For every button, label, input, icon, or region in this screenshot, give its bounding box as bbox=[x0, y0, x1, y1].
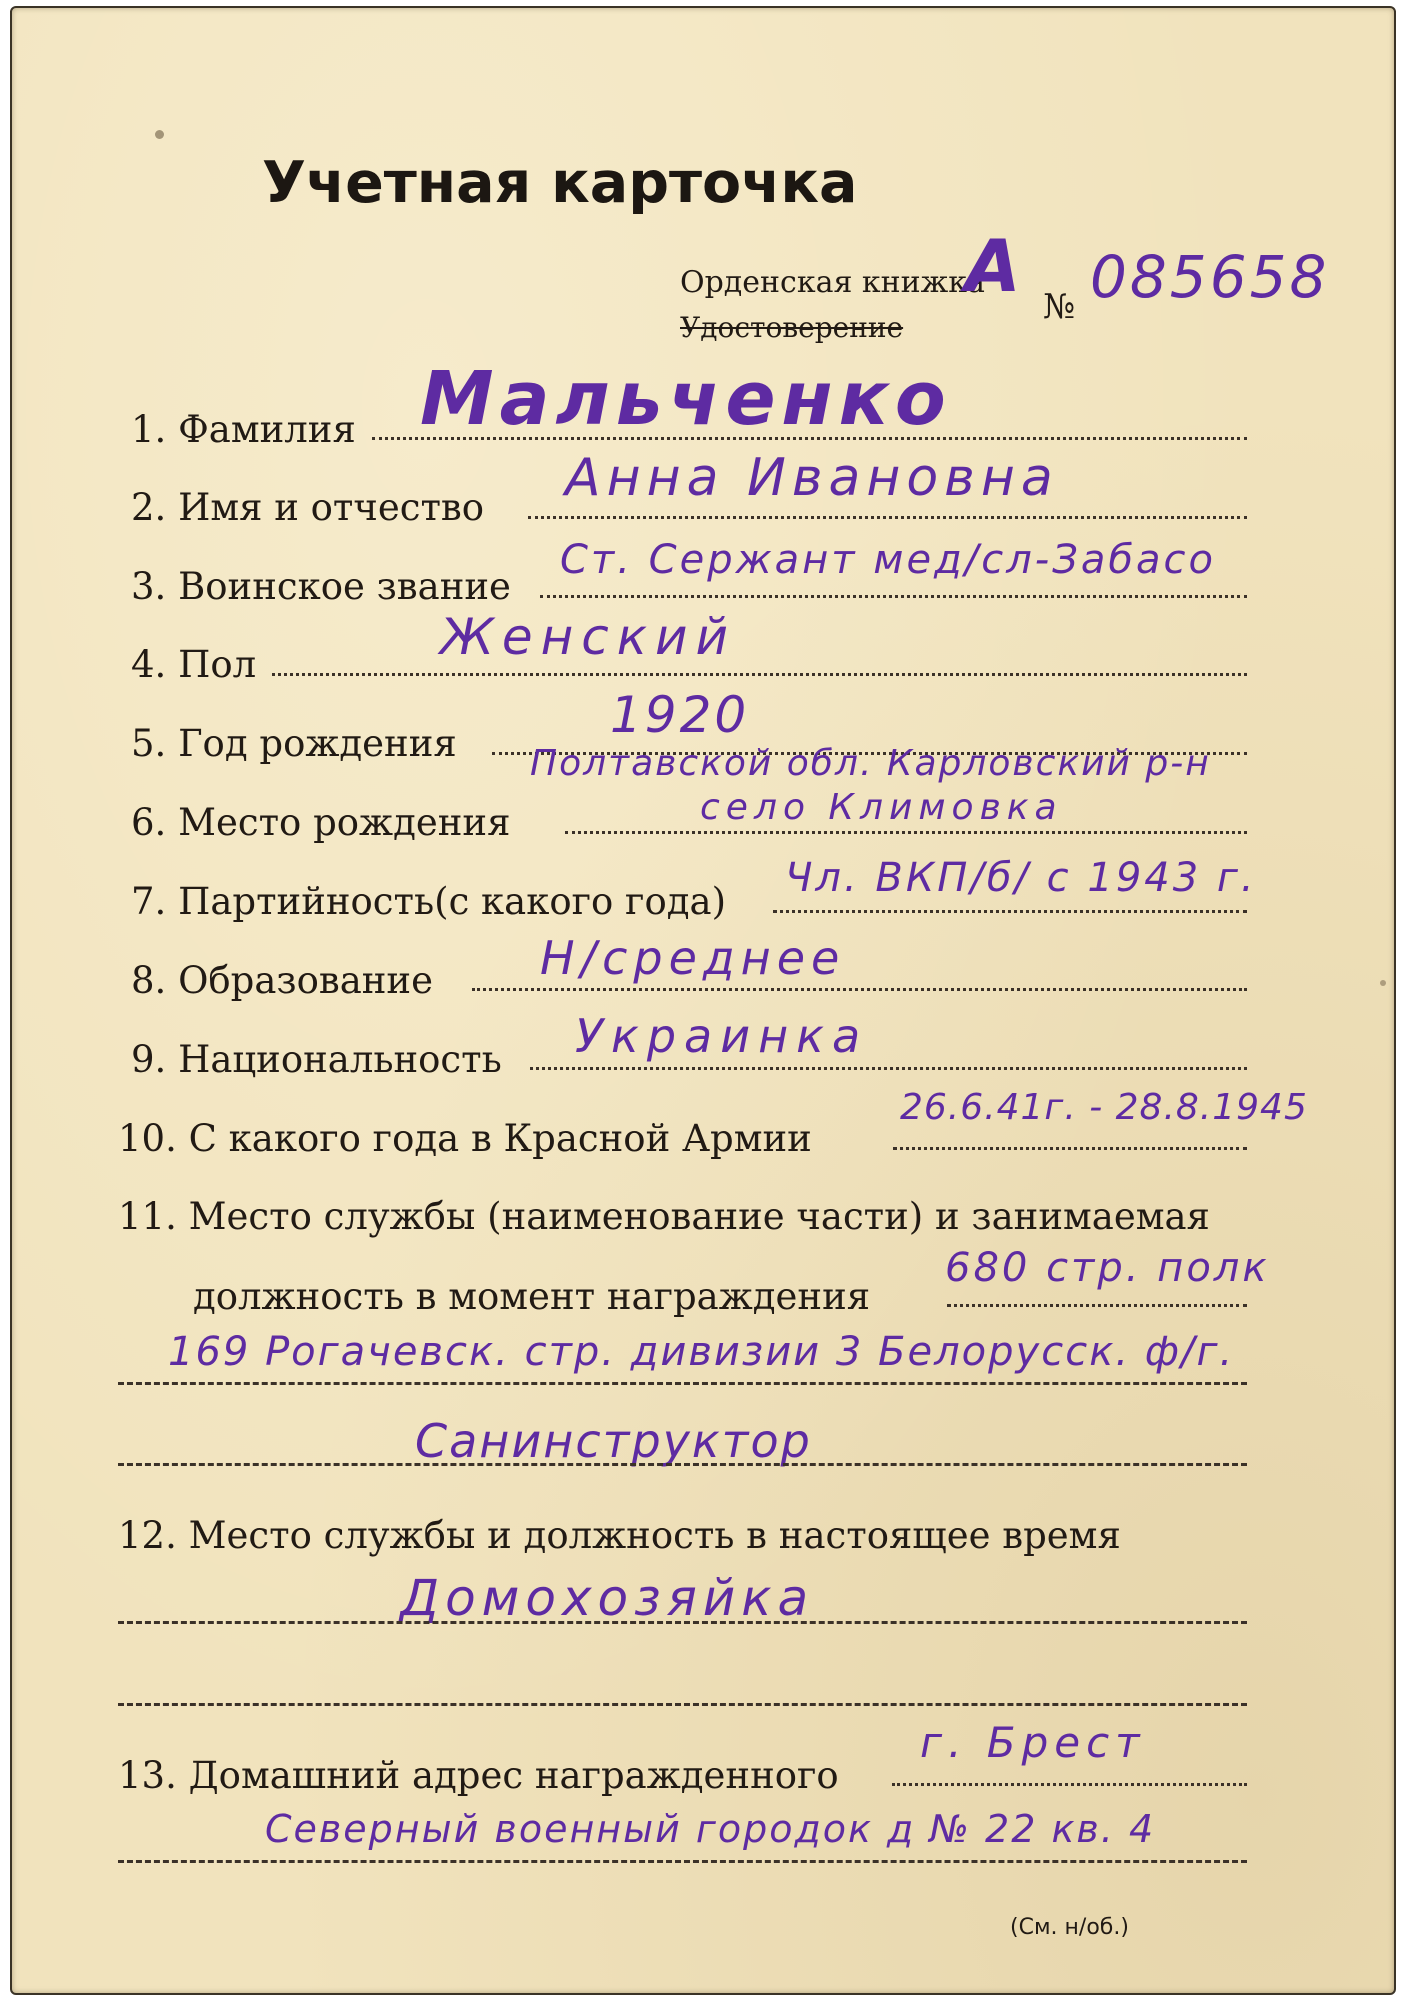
party-membership-value: Чл. ВКП/б/ с 1943 г. bbox=[785, 855, 1257, 901]
address-value-line-2: Северный военный городок д № 22 кв. 4 bbox=[265, 1807, 1156, 1851]
see-reverse-note: (См. н/об.) bbox=[1010, 1915, 1129, 1940]
field-11-label-line-1: 11. Место службы (наименование части) и занимаемая bbox=[118, 1195, 1210, 1238]
field-2-line bbox=[528, 516, 1247, 519]
series-letter-handwritten: А bbox=[965, 224, 1021, 308]
field-10-line bbox=[893, 1147, 1247, 1150]
field-9-label: 9. Национальность bbox=[131, 1038, 502, 1081]
field-11-line-1 bbox=[947, 1304, 1247, 1307]
field-4-label: 4. Пол bbox=[131, 643, 257, 686]
field-11-label-line-2: должность в момент награждения bbox=[193, 1275, 871, 1318]
address-value-line-1: г. Брест bbox=[920, 1718, 1146, 1767]
military-rank-value: Ст. Сержант мед/сл-Забасо bbox=[560, 537, 1217, 583]
field-10-label: 10. С какого года в Красной Армии bbox=[118, 1117, 812, 1160]
field-6-line bbox=[565, 831, 1247, 834]
position-value: Санинструктор bbox=[415, 1414, 812, 1468]
field-2-label: 2. Имя и отчество bbox=[131, 486, 485, 529]
field-6-label: 6. Место рождения bbox=[131, 801, 511, 844]
sex-value: Женский bbox=[440, 608, 736, 666]
field-8-label: 8. Образование bbox=[131, 959, 433, 1002]
field-13-line-1 bbox=[892, 1783, 1247, 1786]
unit-value-line-2: 169 Рогачевск. стр. дивизии 3 Белорусск. ф/г. bbox=[168, 1329, 1235, 1375]
field-12-line-1 bbox=[118, 1621, 1247, 1624]
field-9-line bbox=[530, 1067, 1247, 1070]
education-value: Н/среднее bbox=[540, 931, 846, 985]
birth-year-value: 1920 bbox=[610, 686, 750, 744]
field-5-label: 5. Год рождения bbox=[131, 722, 457, 765]
birthplace-value-line-2: село Климовка bbox=[700, 787, 1063, 828]
field-3-label: 3. Воинское звание bbox=[131, 565, 511, 608]
red-army-service-value: 26.6.41г. - 28.8.1945 bbox=[900, 1087, 1308, 1128]
field-13-line-2 bbox=[118, 1860, 1247, 1863]
field-1-label: 1. Фамилия bbox=[131, 408, 356, 451]
field-11-line-3 bbox=[118, 1463, 1247, 1466]
field-13-label: 13. Домашний адрес награжденного bbox=[118, 1754, 839, 1797]
number-sign: № bbox=[1043, 287, 1076, 327]
doc-type-certificate: Удостоверение bbox=[680, 311, 904, 344]
paper-speck bbox=[1380, 980, 1386, 986]
field-12-label: 12. Место службы и должность в настоящее время bbox=[118, 1514, 1121, 1557]
field-7-label: 7. Партийность(с какого года) bbox=[131, 880, 726, 923]
hole-mark bbox=[155, 130, 164, 139]
current-occupation-value: Домохозяйка bbox=[400, 1569, 815, 1627]
name-patronymic-value: Анна Ивановна bbox=[565, 448, 1059, 508]
field-7-line bbox=[773, 910, 1247, 913]
field-11-line-2 bbox=[118, 1382, 1247, 1385]
field-8-line bbox=[472, 988, 1247, 991]
field-12-line-2 bbox=[118, 1703, 1247, 1706]
unit-value-line-1: 680 стр. полк bbox=[945, 1245, 1270, 1291]
field-3-line bbox=[540, 595, 1247, 598]
field-4-line bbox=[272, 673, 1247, 676]
birthplace-value-line-1: Полтавской обл. Карловский р-н bbox=[530, 743, 1211, 784]
doc-type-order-book: Орденская книжка bbox=[680, 265, 985, 300]
card-title: Учетная карточка bbox=[262, 150, 858, 216]
surname-value: Мальченко bbox=[420, 356, 952, 442]
nationality-value: Украинка bbox=[575, 1009, 869, 1063]
card-number-handwritten: 085658 bbox=[1090, 243, 1330, 311]
